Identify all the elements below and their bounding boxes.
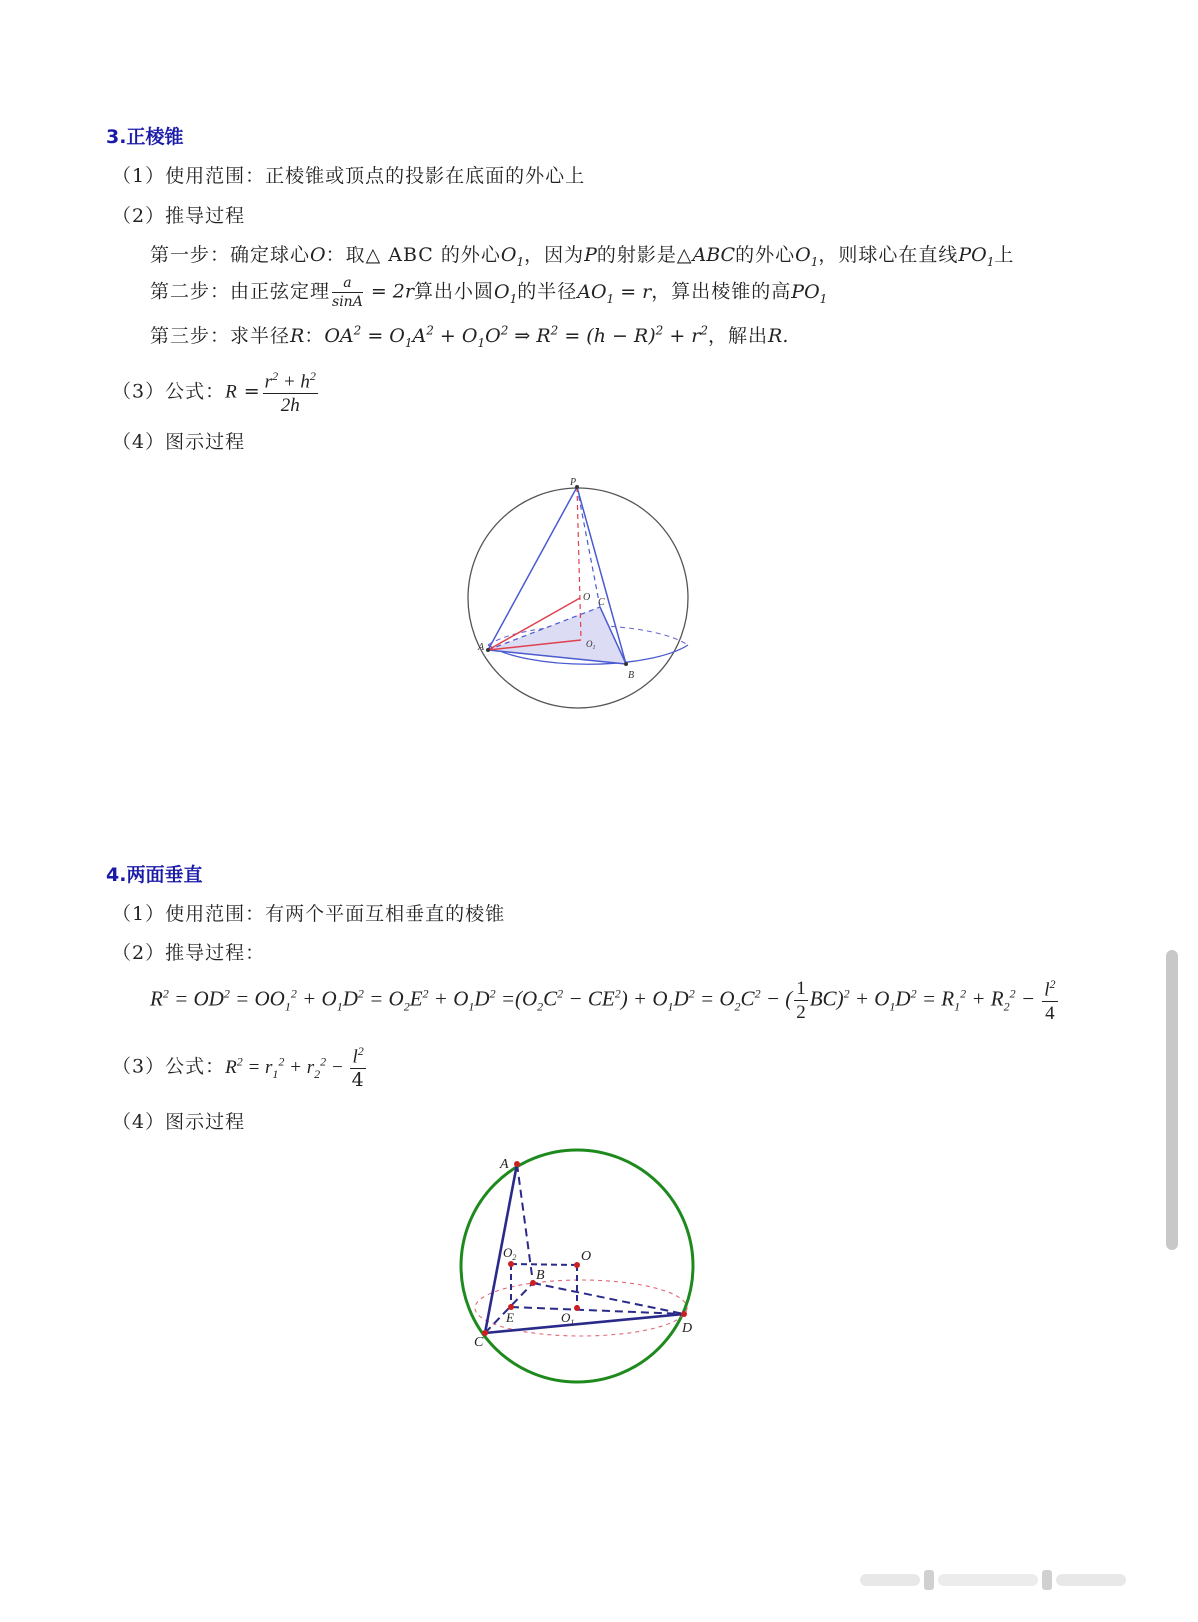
- perpendicular-planes-diagram: [450, 1140, 710, 1390]
- point-D: [681, 1311, 687, 1317]
- label-B: B: [536, 1268, 545, 1283]
- edge-CD: [485, 1314, 684, 1333]
- section4-item1: （1）使用范围：有两个平面互相垂直的棱锥: [112, 903, 506, 925]
- point-O1: [574, 1305, 580, 1311]
- label-O: O: [581, 1249, 592, 1264]
- label-O1: $O_1$: [586, 639, 596, 651]
- segment-ED: [511, 1307, 684, 1314]
- label-O1: $O_1$: [561, 1310, 575, 1327]
- section3-step3: 第三步：求半径R：$OA^2 = O_1A^2 + O_1O^2$ ⇒ $R^2 = (h - R)^2 + r^2$，解出R.: [150, 323, 789, 350]
- bottom-toolbar-artifact: [860, 1570, 1132, 1592]
- section3-item1: （1）使用范围：正棱锥或顶点的投影在底面的外心上: [112, 165, 586, 187]
- section3-step1: 第一步：确定球心O：取△ ABC 的外心$O_1$，因为P的射影是△ABC的外心$O_1$，则球心在直线$PO_1$上: [150, 244, 1015, 269]
- pyramid-sphere-diagram: [460, 470, 700, 720]
- section3-step2: 第二步：由正弦定理 $\frac{a}{\sin A}$ = 2r算出小圆$O_1$的半径$AO_1 = r$，算出棱锥的高$PO_1$: [150, 275, 828, 310]
- section4-item4: （4）图示过程: [112, 1111, 246, 1133]
- vertical-scrollbar[interactable]: [1166, 950, 1178, 1250]
- section4-derivation: $R^2 = OD^2 = OO_1^2 + O_1D^2 = O_2E^2 + O_1D^2 =(O_2C^2 - CE^2) + O_1D^2 = O_2C^2$ − ( $\frac{1}{2}$ $BC)^2 + O_1D^2 = R_1^2 + R_2^2$ − $\frac{l^2}{4}$: [150, 977, 1056, 1025]
- section4-title: 4.两面垂直: [106, 864, 203, 886]
- label-B: B: [628, 670, 635, 681]
- point-A: [514, 1161, 520, 1167]
- label-C: C: [598, 597, 605, 608]
- section4-item3: （3）公式：$R^2 = r_1^2 + r_2^2$ − $\frac{l^2}{4}$: [112, 1044, 365, 1092]
- edge-PC: [577, 487, 600, 607]
- point-O: [574, 1262, 580, 1268]
- label-A: A: [500, 1157, 509, 1172]
- label-E: E: [506, 1310, 514, 1325]
- label-P: P: [570, 477, 577, 488]
- point-A: [486, 648, 490, 652]
- label-A: A: [478, 642, 485, 653]
- section3-item3: （3）公式：R = $\frac{r^2 + h^2}{2h}$: [112, 369, 316, 417]
- section3-title: 3.正棱锥: [106, 126, 184, 148]
- point-B: [624, 662, 628, 666]
- section3-item4: （4）图示过程: [112, 431, 246, 453]
- section4-item2: （2）推导过程：: [112, 942, 266, 964]
- label-C: C: [474, 1335, 484, 1350]
- sphere-outline: [468, 488, 688, 708]
- section3-item2: （2）推导过程: [112, 205, 246, 227]
- label-O: O: [583, 592, 591, 603]
- label-O2: $O_2$: [503, 1245, 517, 1262]
- label-D: D: [682, 1321, 693, 1336]
- segment-O2O: [511, 1264, 577, 1265]
